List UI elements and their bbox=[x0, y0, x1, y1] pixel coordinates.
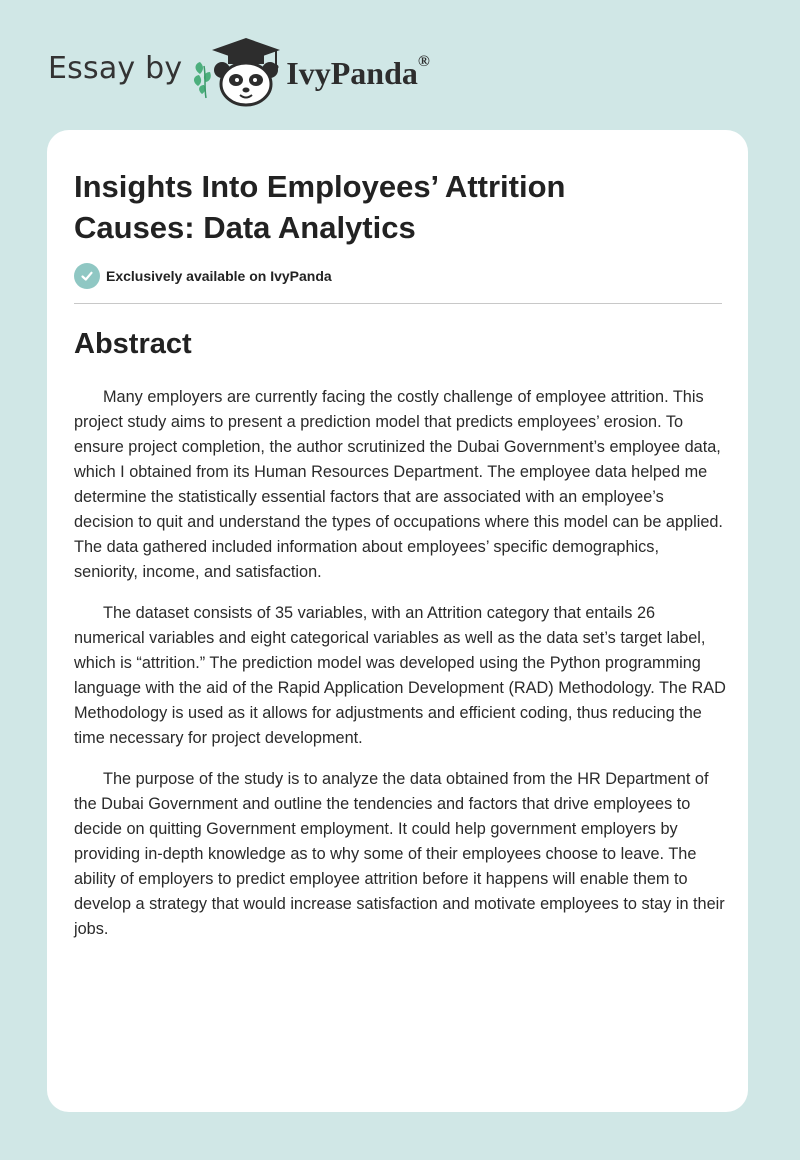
section-heading: Abstract bbox=[74, 328, 192, 360]
paragraph: The dataset consists of 35 variables, with an Attrition category that entails 26 numerical variables and eight categorical variables as well as the data set’s target label, which is “attrition.” The prediction model was developed using the Python programming language with the aid of the Rapid Application Development (RAD) Methodology. The RAD Methodology is used as it allows for adjustments and efficient coding, thus reducing the time necessary for project development. bbox=[74, 604, 726, 747]
check-icon bbox=[74, 263, 100, 289]
exclusive-badge bbox=[74, 263, 332, 289]
essay-card bbox=[47, 130, 748, 1112]
divider bbox=[74, 303, 722, 304]
essay-title: Insights Into Employees’ Attrition Causes: Data Analytics bbox=[74, 169, 566, 245]
abstract-body bbox=[74, 385, 726, 958]
brand-text: IvyPanda bbox=[286, 54, 418, 91]
exclusive-label: Exclusively available on IvyPanda bbox=[106, 268, 332, 284]
paragraph: The purpose of the study is to analyze the data obtained from the HR Department of the Dubai Government and outline the tendencies and factors that drive employees to decide on quitting Government employment. It could help government employers by providing in-depth knowledge as to why some of their employees choose to leave. The ability of employers to predict employee attrition before it happens will enable them to develop a strategy that would increase satisfaction and motivate employees to stay in their jobs. bbox=[74, 770, 725, 938]
site-header bbox=[48, 36, 430, 108]
brand-name[interactable] bbox=[286, 52, 430, 92]
essay-by-label: Essay by bbox=[48, 50, 183, 86]
registered-mark: ® bbox=[417, 52, 430, 70]
paragraph: Many employers are currently facing the costly challenge of employee attrition. This project study aims to present a prediction model that predicts employees’ erosion. To ensure project completion, the author scrutinized the Dubai Government’s employee data, which I obtained from its Human Resources Department. The employee data helped me determine the statistically essential factors that are associated with an employee’s decision to quit and understand the types of occupations where this model can be applied. The data gathered included information about employees’ specific demographics, seniority, income, and satisfaction. bbox=[74, 388, 723, 581]
panda-graduate-icon[interactable] bbox=[192, 36, 284, 108]
